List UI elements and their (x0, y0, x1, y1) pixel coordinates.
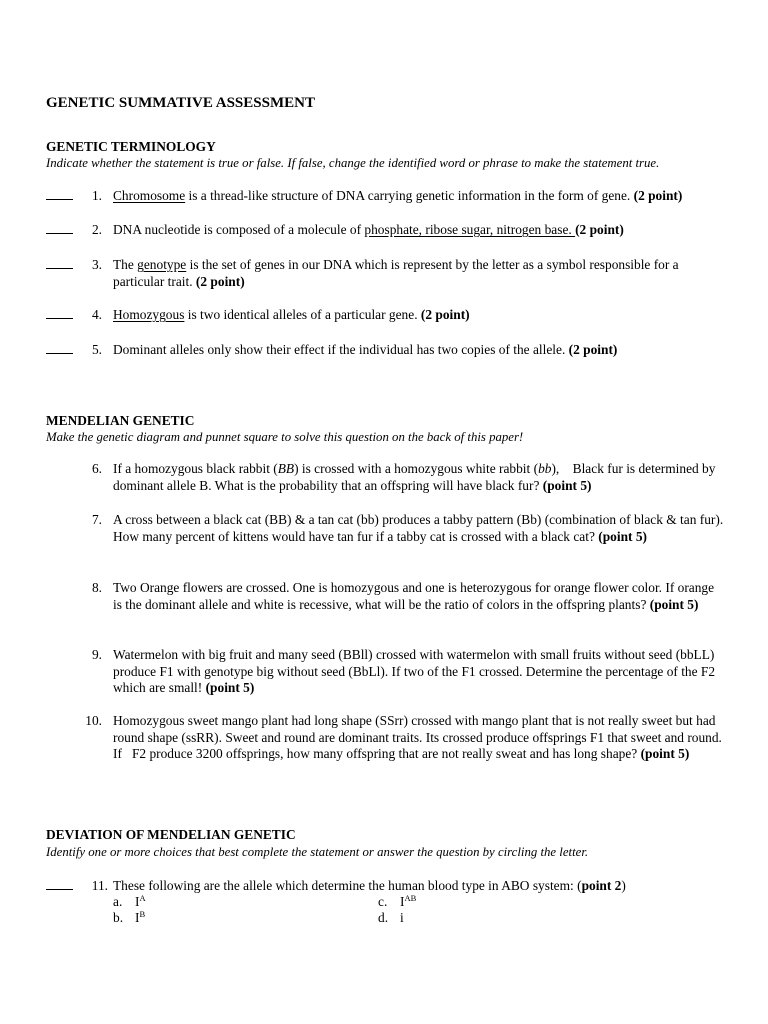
option-c[interactable]: c. $I^{AB}$ (378, 893, 417, 909)
question-q5: Dominant alleles only show their effect if the individual has two copies of the allele. (2 point) (113, 342, 618, 357)
question-q9: Watermelon with big fruit and many seed (BBll) crossed with watermelon with small fruits without seed (bbLL) produce F1 with genotype big without seed (BbLl). If two of the F1 crossed. Determine the percentage of the F2 which are small! (point 5) (113, 647, 716, 695)
points-label: point 2 (581, 878, 622, 893)
points-label: (point 5) (205, 680, 255, 695)
points-label: (2 point) (633, 188, 683, 203)
question-q3: The genotype is the set of genes in our DNA which is represent by the letter as a symbol responsible for a particular trait. (2 point) (113, 257, 679, 289)
points-label: (point 5) (542, 477, 592, 493)
question-number-q5: 5. (91, 342, 102, 357)
underlined-term: genotype (137, 257, 187, 272)
question-number-q3: 3. (91, 257, 102, 272)
page-title: GENETIC SUMMATIVE ASSESSMENT (46, 95, 315, 111)
answer-blank-q11[interactable] (46, 878, 73, 895)
question-number-q4: 4. (91, 307, 102, 322)
option-d[interactable]: d. i (378, 910, 404, 925)
question-q8: Two Orange flowers are crossed. One is homozygous and one is heterozygous for orange flower color. If orange is the dominant allele and white is recessive, what will be the ratio of colors in the offspring plants? (point 5) (113, 580, 715, 612)
answer-blank-q2[interactable] (46, 222, 73, 239)
answer-blank-q3[interactable] (46, 257, 73, 274)
section-instructions-terminology: Indicate whether the statement is true or false. If false, change the identified word or phrase to make the statement true. (46, 156, 660, 170)
question-number-q9: 9. (91, 647, 102, 662)
question-q10: Homozygous sweet mango plant had long shape (SSrr) crossed with mango plant that is not really sweet but had round shape (ssRR). Sweet and round are dominant traits. Its crossed produce offsprings F1 that sweet and round. If F2 produce 3200 offsprings, how many offspring that are not really sweat and has long shape? (point 5) (113, 713, 726, 761)
points-label: (2 point) (420, 307, 470, 322)
question-number-q2: 2. (91, 222, 102, 237)
answer-blank-q5[interactable] (46, 342, 73, 359)
points-label: (2 point) (195, 273, 245, 289)
question-q2: DNA nucleotide is composed of a molecule of phosphate, ribose sugar, nitrogen base. (2 point) (113, 222, 624, 237)
points-label: (point 5) (598, 528, 647, 544)
question-number-q1: 1. (91, 188, 102, 203)
question-number-q6: 6. (91, 461, 102, 476)
question-q6: If a homozygous black rabbit (BB) is crossed with a homozygous white rabbit (bb), Black fur is determined by dominant allele B. What is the probability that an offspring will have black fur? (point 5) (113, 461, 719, 493)
question-q1: Chromosome is a thread-like structure of DNA carrying genetic information in the form of gene. (2 point) (113, 188, 683, 203)
points-label: (point 5) (640, 746, 690, 761)
question-number-q11: 11. (91, 878, 108, 893)
answer-blank-q4[interactable] (46, 307, 73, 324)
underlined-term: Homozygous (113, 307, 185, 322)
option-b[interactable]: b. $I^B$ (113, 909, 146, 925)
points-label: (2 point) (568, 342, 618, 357)
points-label: (point 5) (649, 596, 699, 612)
question-q4: Homozygous is two identical alleles of a particular gene. (2 point) (113, 307, 470, 322)
question-q7: A cross between a black cat (BB) & a tan cat (bb) produces a tabby pattern (Bb) (combination of black & tan fur). How many percent of kittens would have tan fur if a tabby cat is crossed with a black cat? (point 5) (113, 512, 724, 544)
section-heading-mendelian: MENDELIAN GENETIC (46, 413, 195, 428)
points-label: (2 point) (575, 222, 624, 237)
section-instructions-mendelian: Make the genetic diagram and punnet square to solve this question on the back of this paper! (46, 430, 524, 444)
underlined-term: phosphate, ribose sugar, nitrogen base. (364, 222, 576, 237)
answer-blank-q1[interactable] (46, 188, 73, 205)
question-q11: These following are the allele which determine the human blood type in ABO system: (point 2) (113, 878, 626, 893)
question-number-q7: 7. (91, 512, 102, 527)
underlined-term: Chromosome (113, 188, 186, 203)
question-number-q8: 8. (91, 580, 102, 595)
section-heading-terminology: GENETIC TERMINOLOGY (46, 139, 216, 154)
section-heading-deviation: DEVIATION OF MENDELIAN GENETIC (46, 827, 296, 842)
option-a[interactable]: a. $I^A$ (113, 893, 146, 909)
section-instructions-deviation: Identify one or more choices that best complete the statement or answer the question by circling the letter. (46, 845, 589, 859)
question-number-q10: 10. (85, 713, 102, 728)
